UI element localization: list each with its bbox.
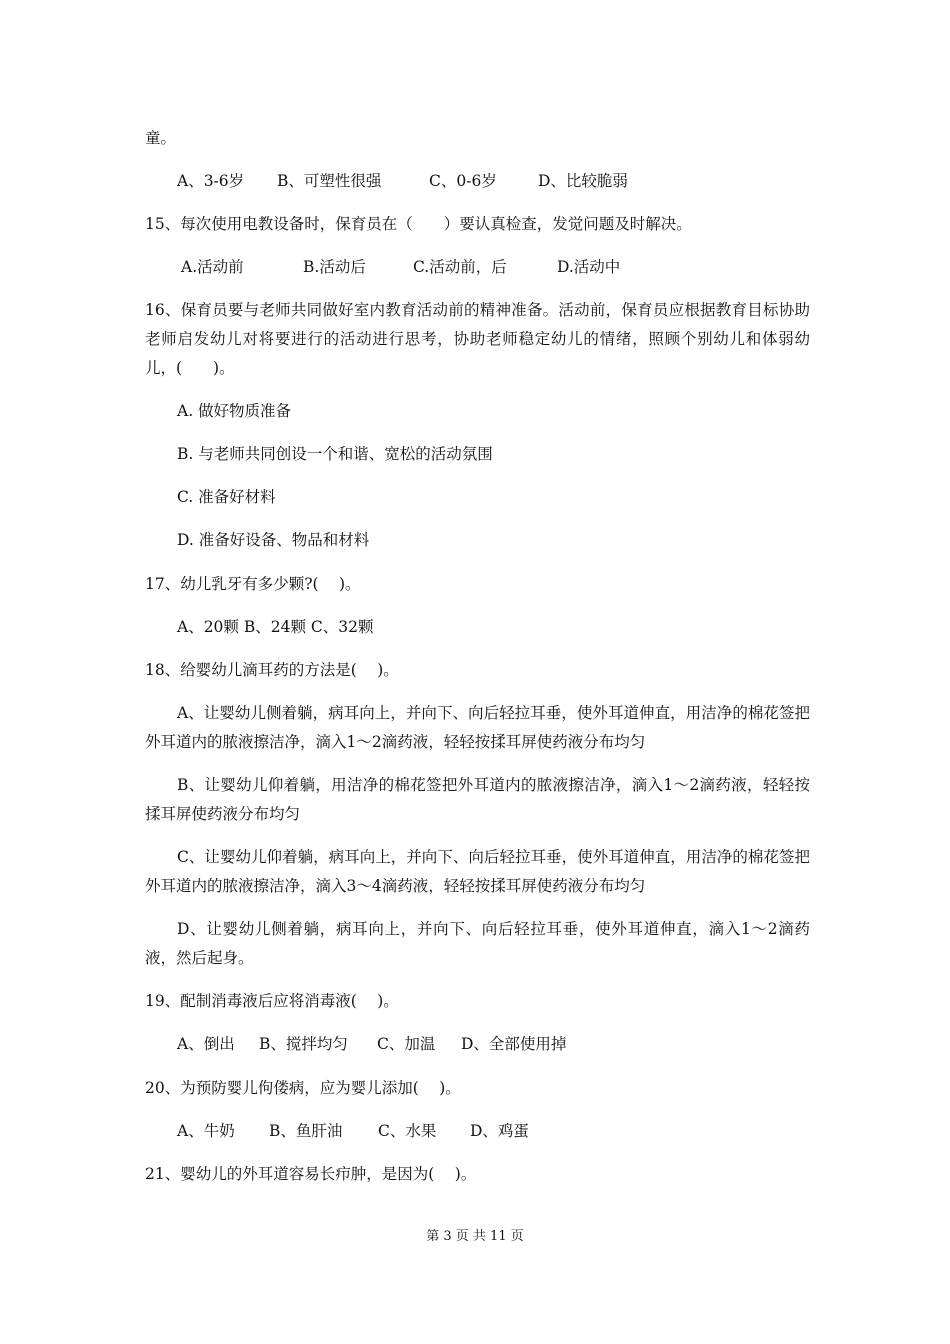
q20-option-b: B、鱼肝油 [269, 1122, 343, 1140]
q14-option-a: A、3-6岁 [177, 172, 245, 190]
q18-option-a: A、让婴幼儿侧着躺，病耳向上，并向下、向后轻拉耳垂，使外耳道伸直，用洁净的棉花签把外耳道内的脓液擦洁净，滴入1～2滴药液，轻轻按揉耳屏使药液分布均匀 [145, 704, 810, 751]
q21-stem: 21、婴幼儿的外耳道容易长疖肿，是因为( )。 [145, 1165, 477, 1183]
q20-option-c: C、水果 [378, 1122, 437, 1140]
q14-option-b: B、可塑性很强 [277, 172, 382, 190]
continuation-text: 童。 [145, 129, 177, 147]
q16-option-c: C. 准备好材料 [177, 488, 276, 506]
q19-option-b: B、搅拌均匀 [259, 1035, 348, 1053]
q19-option-c: C、加温 [377, 1035, 436, 1053]
q15-option-d: D.活动中 [557, 258, 621, 276]
q20-option-a: A、牛奶 [177, 1122, 235, 1140]
q14-option-c: C、0-6岁 [429, 172, 497, 190]
q15-option-c: C.活动前，后 [413, 258, 507, 276]
q15-option-b: B.活动后 [303, 258, 366, 276]
q20-options [177, 1117, 529, 1146]
q18-option-d: D、让婴幼儿侧着躺，病耳向上，并向下、向后轻拉耳垂，使外耳道伸直，滴入1～2滴药液，然后起身。 [145, 920, 810, 967]
q18-option-c: C、让婴幼儿仰着躺，病耳向上，并向下、向后轻拉耳垂，使外耳道伸直，用洁净的棉花签把外耳道内的脓液擦洁净，滴入3～4滴药液，轻轻按揉耳屏使药液分布均匀 [145, 848, 810, 895]
q18-stem: 18、给婴幼儿滴耳药的方法是( )。 [145, 661, 399, 679]
q16-option-b: B. 与老师共同创设一个和谐、宽松的活动氛围 [177, 445, 493, 463]
q16-stem: 16、保育员要与老师共同做好室内教育活动前的精神准备。活动前，保育员应根据教育目标协助老师启发幼儿对将要进行的活动进行思考，协助老师稳定幼儿的情绪，照顾个别幼儿和体弱幼儿，( )。 [145, 301, 810, 377]
q20-option-d: D、鸡蛋 [470, 1122, 529, 1140]
q17-stem: 17、幼儿乳牙有多少颗?( )。 [145, 575, 361, 593]
page-footer: 第 3 页 共 11 页 [426, 1229, 524, 1244]
q15-option-a: A.活动前 [181, 258, 244, 276]
q17-options: A、20颗 B、24颗 C、32颗 [177, 618, 374, 636]
q15-stem: 15、每次使用电教设备时，保育员在（ ）要认真检查，发觉问题及时解决。 [145, 215, 692, 233]
q19-option-a: A、倒出 [177, 1035, 235, 1053]
q14-option-d: D、比较脆弱 [538, 172, 628, 190]
q18-option-b: B、让婴幼儿仰着躺，用洁净的棉花签把外耳道内的脓液擦洁净，滴入1～2滴药液，轻轻按揉耳屏使药液分布均匀 [145, 776, 810, 823]
q19-option-d: D、全部使用掉 [461, 1035, 567, 1053]
q20-stem: 20、为预防婴儿佝偻病，应为婴儿添加( )。 [145, 1079, 461, 1097]
q14-options [177, 167, 628, 196]
q19-stem: 19、配制消毒液后应将消毒液( )。 [145, 992, 399, 1010]
q15-options [181, 253, 620, 282]
q16-option-a: A. 做好物质准备 [177, 402, 292, 420]
q19-options [177, 1030, 566, 1059]
q16-option-d: D. 准备好设备、物品和材料 [177, 531, 370, 549]
